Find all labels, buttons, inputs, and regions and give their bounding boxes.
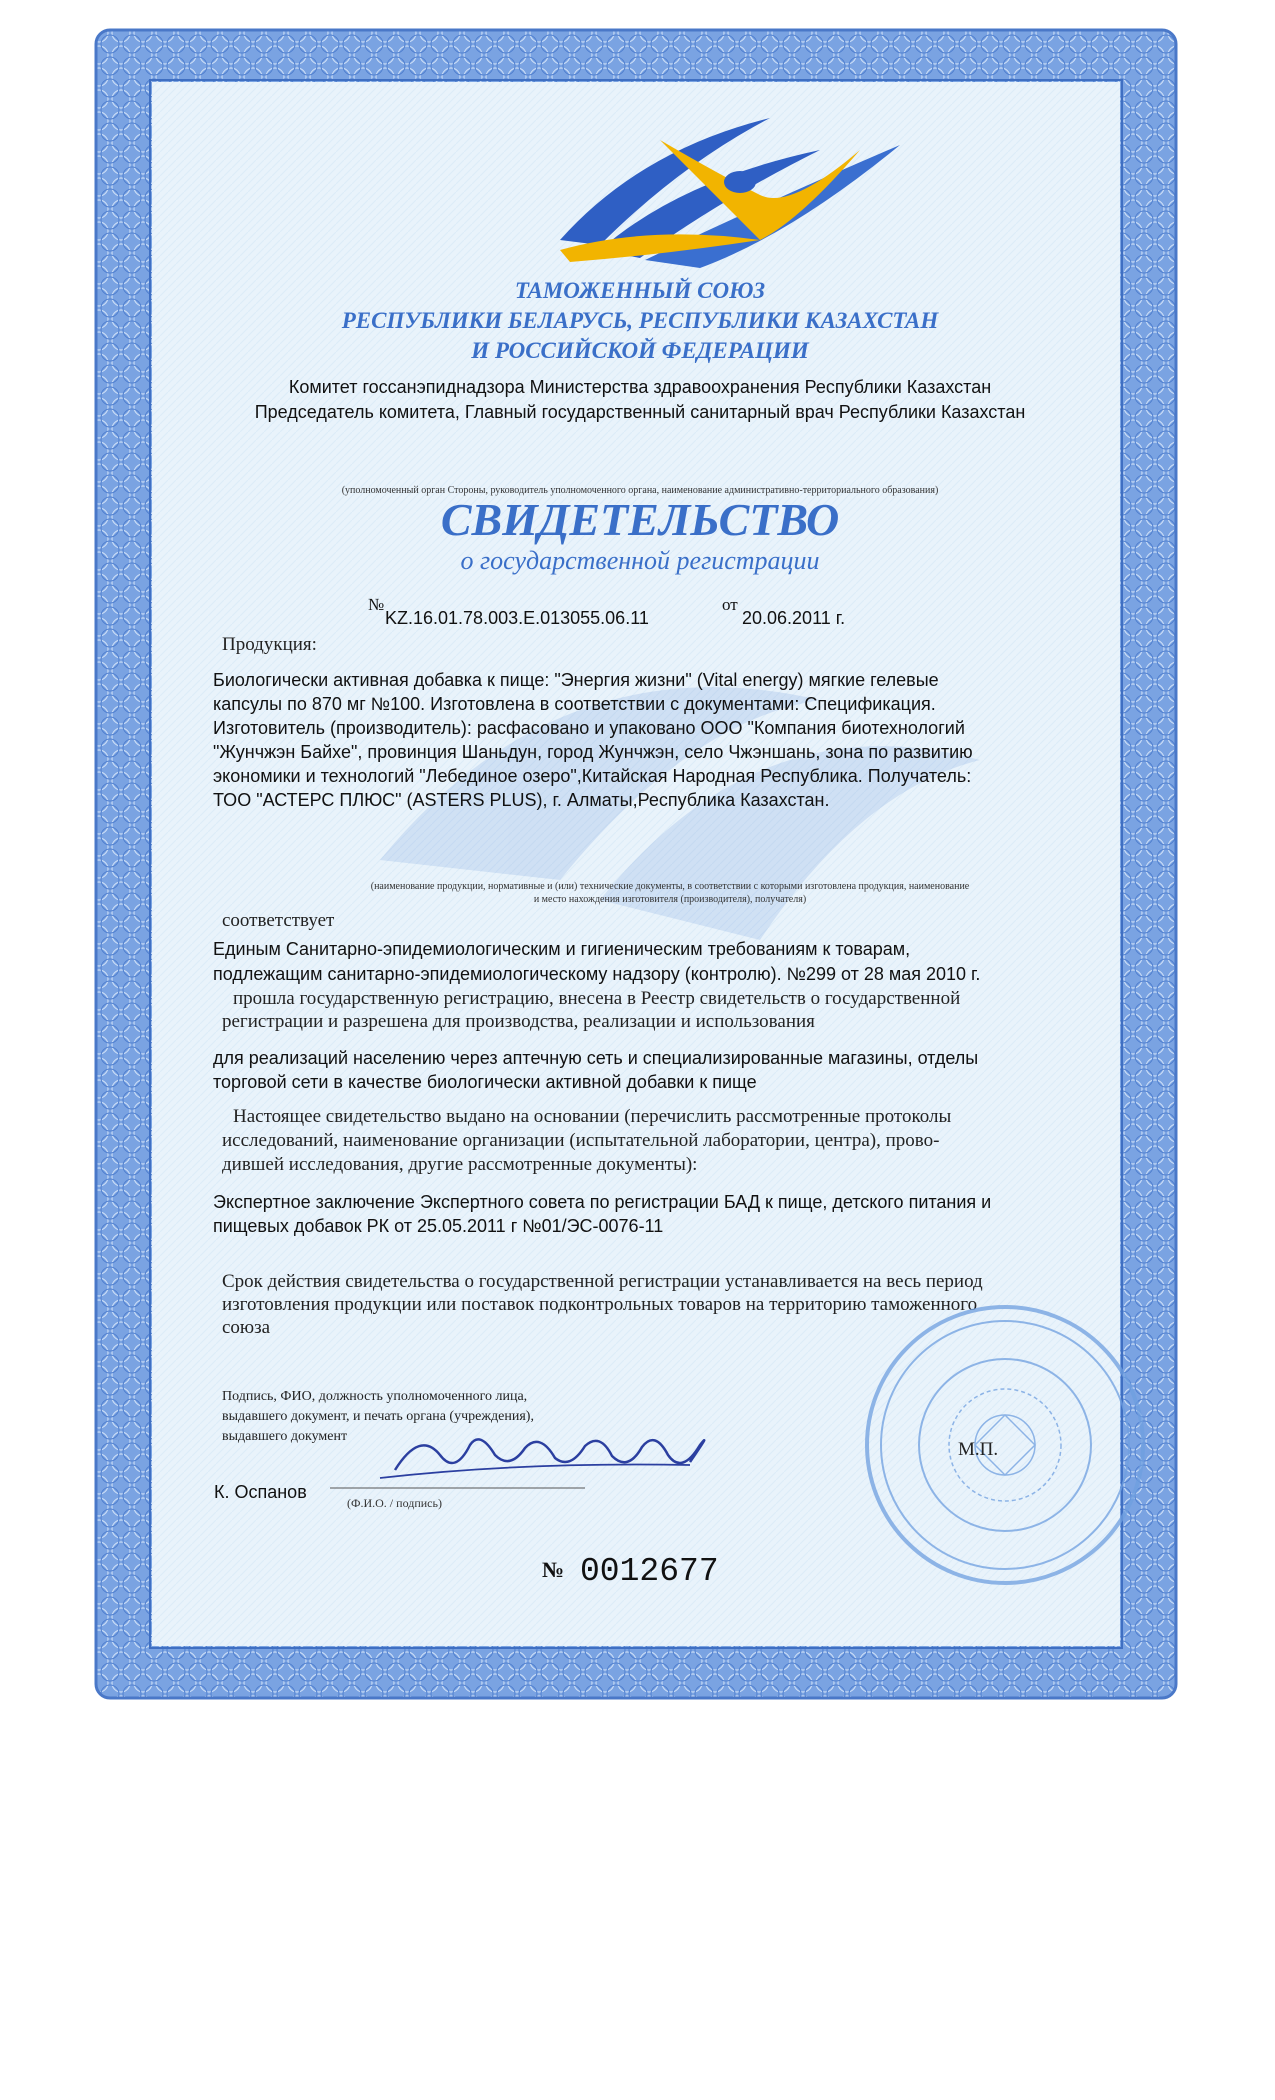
serial-prefix: №: [542, 1557, 565, 1582]
usage-line: торговой сети в качестве биологически активной добавки к пище: [213, 1072, 757, 1092]
conformity-line: Единым Санитарно-эпидемиологическим и гигиеническим требованиям к товарам,: [213, 939, 911, 959]
conformity-label: соответствует: [222, 910, 335, 931]
product-line: "Жунчжэн Байхе", провинция Шаньдун, город Жунчжэн, село Чжэншань, зона по развитию: [213, 742, 973, 762]
signature-caption-line: выдавшего документ, и печать органа (учреждения),: [222, 1409, 534, 1424]
product-label: Продукция:: [222, 634, 317, 655]
product-line: экономики и технологий "Лебединое озеро",Китайская Народная Республика. Получатель:: [213, 766, 972, 786]
signature-caption-line: выдавшего документ: [222, 1429, 348, 1444]
union-title-line2: РЕСПУБЛИКИ БЕЛАРУСЬ, РЕСПУБЛИКИ КАЗАХСТАН: [341, 308, 939, 333]
certificate-subtitle: о государственной регистрации: [460, 546, 820, 575]
union-title-line3: И РОССИЙСКОЙ ФЕДЕРАЦИИ: [471, 338, 809, 363]
product-line: капсулы по 870 мг №100. Изготовлена в соответствии с документами: Спецификация.: [213, 694, 936, 714]
registry-line: прошла государственную регистрацию, внесена в Реестр свидетельств о государственной: [233, 988, 961, 1009]
validity-line: Срок действия свидетельства о государственной регистрации устанавливается на весь период: [222, 1271, 983, 1292]
product-line: Изготовитель (производитель): расфасовано и упаковано ООО "Компания биотехнологий: [213, 718, 965, 738]
union-title-line1: ТАМОЖЕННЫЙ СОЮЗ: [514, 278, 766, 303]
authority-line1: Комитет госсанэпиднадзора Министерства здравоохранения Республики Казахстан: [288, 377, 992, 397]
authority-line2: Председатель комитета, Главный государственный санитарный врач Республики Казахстан: [254, 402, 1026, 422]
product-line: Биологически активная добавка к пище: "Энергия жизни" (Vital energy) мягкие гелевые: [213, 670, 939, 690]
registration-number-prefix: №: [368, 595, 385, 614]
registry-line: регистрации и разрешена для производства, реализации и использования: [222, 1011, 815, 1032]
expert-line: пищевых добавок РК от 25.05.2011 г №01/ЭС-0076-11: [213, 1216, 664, 1236]
product-caption-line1: (наименование продукции, нормативные и (или) технические документы, в соответствии с которыми изготовлена продукция, наименование: [370, 881, 970, 892]
registration-number: KZ.16.01.78.003.E.013055.06.11: [385, 608, 649, 628]
stamp-place-label: М.П.: [958, 1439, 999, 1460]
basis-line: исследований, наименование организации (испытательной лаборатории, центра), прово-: [222, 1130, 940, 1151]
validity-line: изготовления продукции или поставок подконтрольных товаров на территорию таможенного: [222, 1294, 978, 1315]
name-caption: (Ф.И.О. / подпись): [347, 1496, 442, 1510]
signer-name: К. Оспанов: [214, 1482, 307, 1502]
basis-line: Настоящее свидетельство выдано на основании (перечислить рассмотренные протоколы: [233, 1106, 952, 1127]
certificate-title: СВИДЕТЕЛЬСТВО: [440, 494, 840, 545]
registration-date: 20.06.2011 г.: [742, 608, 846, 628]
signature-caption-line: Подпись, ФИО, должность уполномоченного лица,: [222, 1389, 528, 1404]
product-line: ТОО "АСТЕРС ПЛЮС" (ASTERS PLUS), г. Алматы,Республика Казахстан.: [213, 790, 830, 810]
authority-caption: (уполномоченный орган Стороны, руководитель уполномоченного органа, наименование административно-территориального образования): [341, 485, 939, 496]
basis-line: дившей исследования, другие рассмотренные документы):: [222, 1154, 698, 1175]
validity-line: союза: [222, 1317, 271, 1338]
expert-line: Экспертное заключение Экспертного совета по регистрации БАД к пище, детского питания и: [213, 1192, 992, 1212]
registration-date-prefix: от: [722, 595, 738, 614]
product-caption-line2: и место нахождения изготовителя (производителя), получателя): [533, 894, 807, 905]
usage-line: для реализаций населению через аптечную сеть и специализированные магазины, отделы: [213, 1048, 979, 1068]
serial-number: 0012677: [580, 1553, 719, 1590]
conformity-line: подлежащим санитарно-эпидемиологическому надзору (контролю). №299 от 28 мая 2010 г.: [213, 964, 981, 984]
